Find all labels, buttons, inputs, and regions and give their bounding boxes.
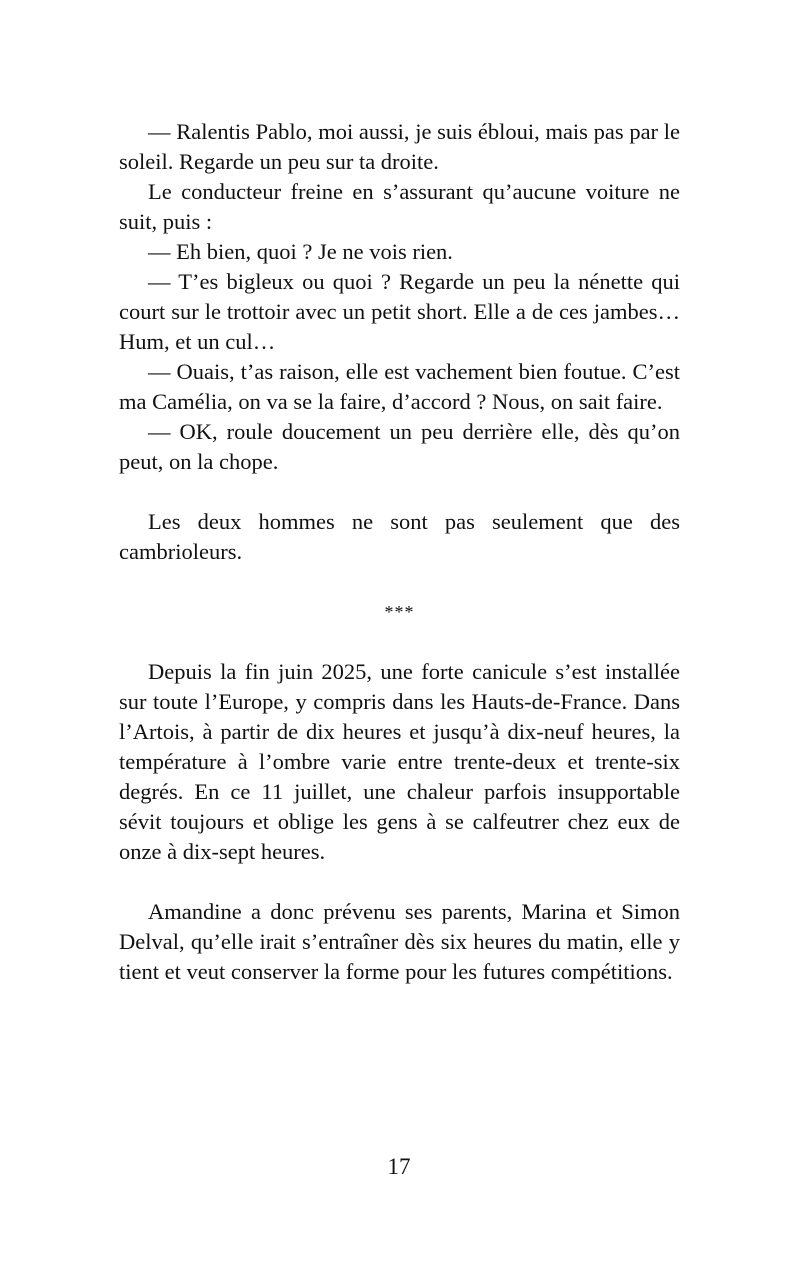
paragraph: Les deux hommes ne sont pas seulement que des cambrioleurs. bbox=[119, 509, 680, 564]
paragraph: Amandine a donc prévenu ses parents, Marina et Simon Delval, qu’elle irait s’entraîner dès six heures du matin, elle y tient et veut conserver la forme pour les futures compétitions. bbox=[119, 899, 680, 984]
narration-line: Le conducteur freine en s’assurant qu’aucune voiture ne suit, puis : bbox=[119, 179, 680, 234]
page-number: 17 bbox=[387, 1154, 411, 1179]
paragraph-spacer bbox=[119, 867, 680, 897]
paragraph-spacer bbox=[119, 477, 680, 507]
dialogue-line: — Ralentis Pablo, moi aussi, je suis ébloui, mais pas par le soleil. Regarde un peu sur ta droite. bbox=[119, 119, 680, 174]
section-separator: *** bbox=[384, 602, 415, 622]
dialogue-line: — Ouais, t’as raison, elle est vachement bien foutue. C’est ma Camélia, on va se la faire, d’accord ? Nous, on sait faire. bbox=[119, 359, 680, 414]
dialogue-line: — OK, roule doucement un peu derrière elle, dès qu’on peut, on la chope. bbox=[119, 419, 680, 474]
page-body bbox=[119, 117, 680, 987]
paragraph-spacer bbox=[119, 627, 680, 657]
dialogue-line: — Eh bien, quoi ? Je ne vois rien. bbox=[148, 239, 453, 264]
paragraph-spacer bbox=[119, 567, 680, 597]
dialogue-line: — T’es bigleux ou quoi ? Regarde un peu la nénette qui court sur le trottoir avec un petit short. Elle a de ces jambes… Hum, et un cul… bbox=[119, 269, 680, 354]
paragraph: Depuis la fin juin 2025, une forte canicule s’est installée sur toute l’Europe, y compris dans les Hauts-de-France. Dans l’Artois, à partir de dix heures et jusqu’à dix-neuf heures, la température à l’ombre varie entre trente-deux et trente-six degrés. En ce 11 juillet, une chaleur parfois insupportable sévit toujours et oblige les gens à se calfeutrer chez eux de onze à dix-sept heures. bbox=[119, 659, 680, 864]
